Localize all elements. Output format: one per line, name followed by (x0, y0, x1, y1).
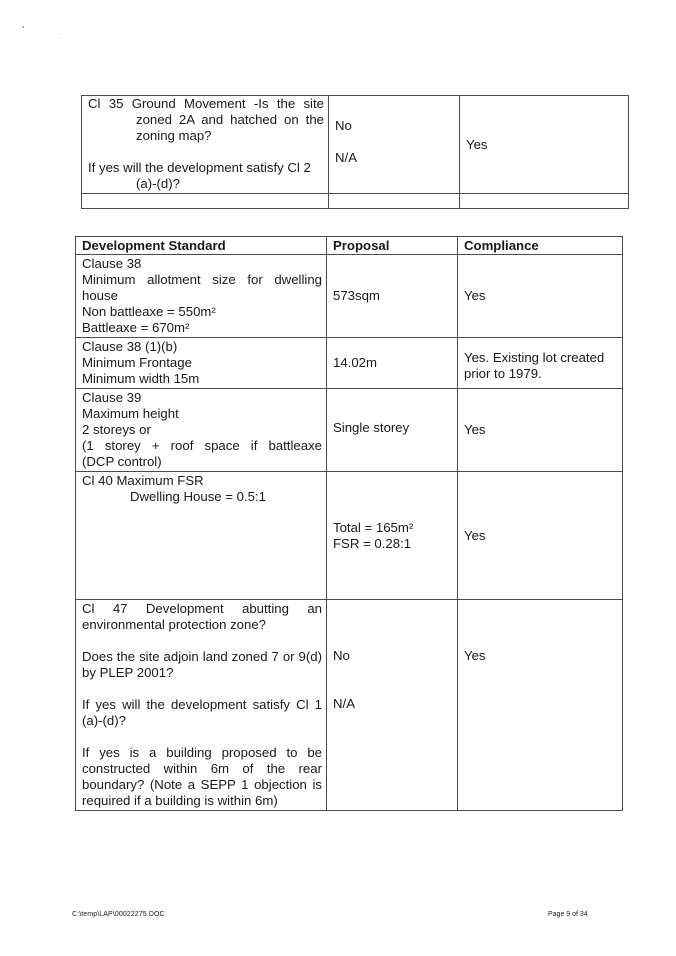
proposal-value: No (333, 648, 350, 663)
standard-line: Battleaxe = 670m² (82, 320, 190, 335)
standard-line: Minimum width 15m (82, 371, 200, 386)
clause-text-line: zoned 2A and hatched on the (136, 112, 324, 127)
compliance-cell: Yes (460, 96, 629, 194)
proposal-cell: Single storey (327, 389, 458, 472)
standard-line: (DCP control) (82, 454, 162, 469)
table-row (82, 194, 629, 209)
standard-line: house (82, 288, 118, 303)
ground-movement-table (81, 95, 629, 209)
standard-paragraph: Cl 47 Development abutting an environmental protection zone? (82, 601, 322, 632)
standard-cell (76, 389, 327, 472)
proposal-cell (327, 472, 458, 600)
proposal-line: FSR = 0.28:1 (333, 536, 412, 551)
standard-line: 2 storeys or (82, 422, 151, 437)
standard-line: Minimum Frontage (82, 355, 192, 370)
table-row (76, 255, 623, 338)
standard-cell (76, 472, 327, 600)
header-compliance: Compliance (458, 237, 623, 255)
compliance-cell: Yes (458, 600, 623, 811)
standard-line: Clause 39 (82, 390, 142, 405)
document-path: C:\temp\LAP\00022275.DOC (72, 911, 165, 918)
empty-cell (82, 194, 329, 209)
development-standards-table (75, 236, 623, 811)
clause-text-line: Cl 35 Ground Movement -Is the site (88, 96, 324, 111)
compliance-cell: Yes (458, 472, 623, 600)
compliance-cell: Yes (458, 255, 623, 338)
standard-cell (76, 255, 327, 338)
proposal-line: Total = 165m² (333, 520, 414, 535)
proposal-cell (327, 600, 458, 811)
table-row (76, 338, 623, 389)
table-row (82, 96, 629, 194)
standard-paragraph: Does the site adjoin land zoned 7 or 9(d) by PLEP 2001? (82, 649, 322, 680)
clause-text-line: (a)-(d)? (136, 176, 180, 191)
standard-line: Clause 38 (1)(b) (82, 339, 178, 354)
standard-paragraph: If yes will the development satisfy Cl 1 (a)-(d)? (82, 697, 322, 728)
scan-speck (22, 26, 24, 28)
table-row (76, 472, 623, 600)
clause-text-line: zoning map? (136, 128, 212, 143)
clause-text-line: If yes will the development satisfy Cl 2 (88, 160, 311, 175)
standard-cell (76, 338, 327, 389)
proposal-value: N/A (335, 150, 357, 165)
standard-line: Minimum allotment size for dwelling (82, 272, 322, 287)
compliance-cell: Yes. Existing lot created prior to 1979. (458, 338, 623, 389)
clause-cell (82, 96, 329, 194)
standard-cell (76, 600, 327, 811)
standard-line: Non battleaxe = 550m² (82, 304, 216, 319)
proposal-value: No (335, 118, 352, 133)
proposal-cell: 14.02m (327, 338, 458, 389)
proposal-cell: 573sqm (327, 255, 458, 338)
proposal-value: N/A (333, 696, 355, 711)
table-row (76, 389, 623, 472)
compliance-cell: Yes (458, 389, 623, 472)
table-row (76, 600, 623, 811)
empty-cell (329, 194, 460, 209)
header-proposal: Proposal (327, 237, 458, 255)
scan-speck (60, 34, 61, 35)
proposal-cell (329, 96, 460, 194)
page-number: Page 9 of 34 (548, 911, 588, 918)
header-standard: Development Standard (76, 237, 327, 255)
standard-paragraph: If yes is a building proposed to be constructed within 6m of the rear boundary? (Note a SEPP 1 objection is required if a building is within 6m) (82, 745, 322, 808)
standard-line: (1 storey + roof space if battleaxe (82, 438, 322, 453)
standard-line: Cl 40 Maximum FSR (82, 473, 204, 488)
standard-line: Clause 38 (82, 256, 142, 271)
header-row (76, 237, 623, 255)
standard-line: Maximum height (82, 406, 179, 421)
empty-cell (460, 194, 629, 209)
standard-line: Dwelling House = 0.5:1 (130, 489, 266, 504)
